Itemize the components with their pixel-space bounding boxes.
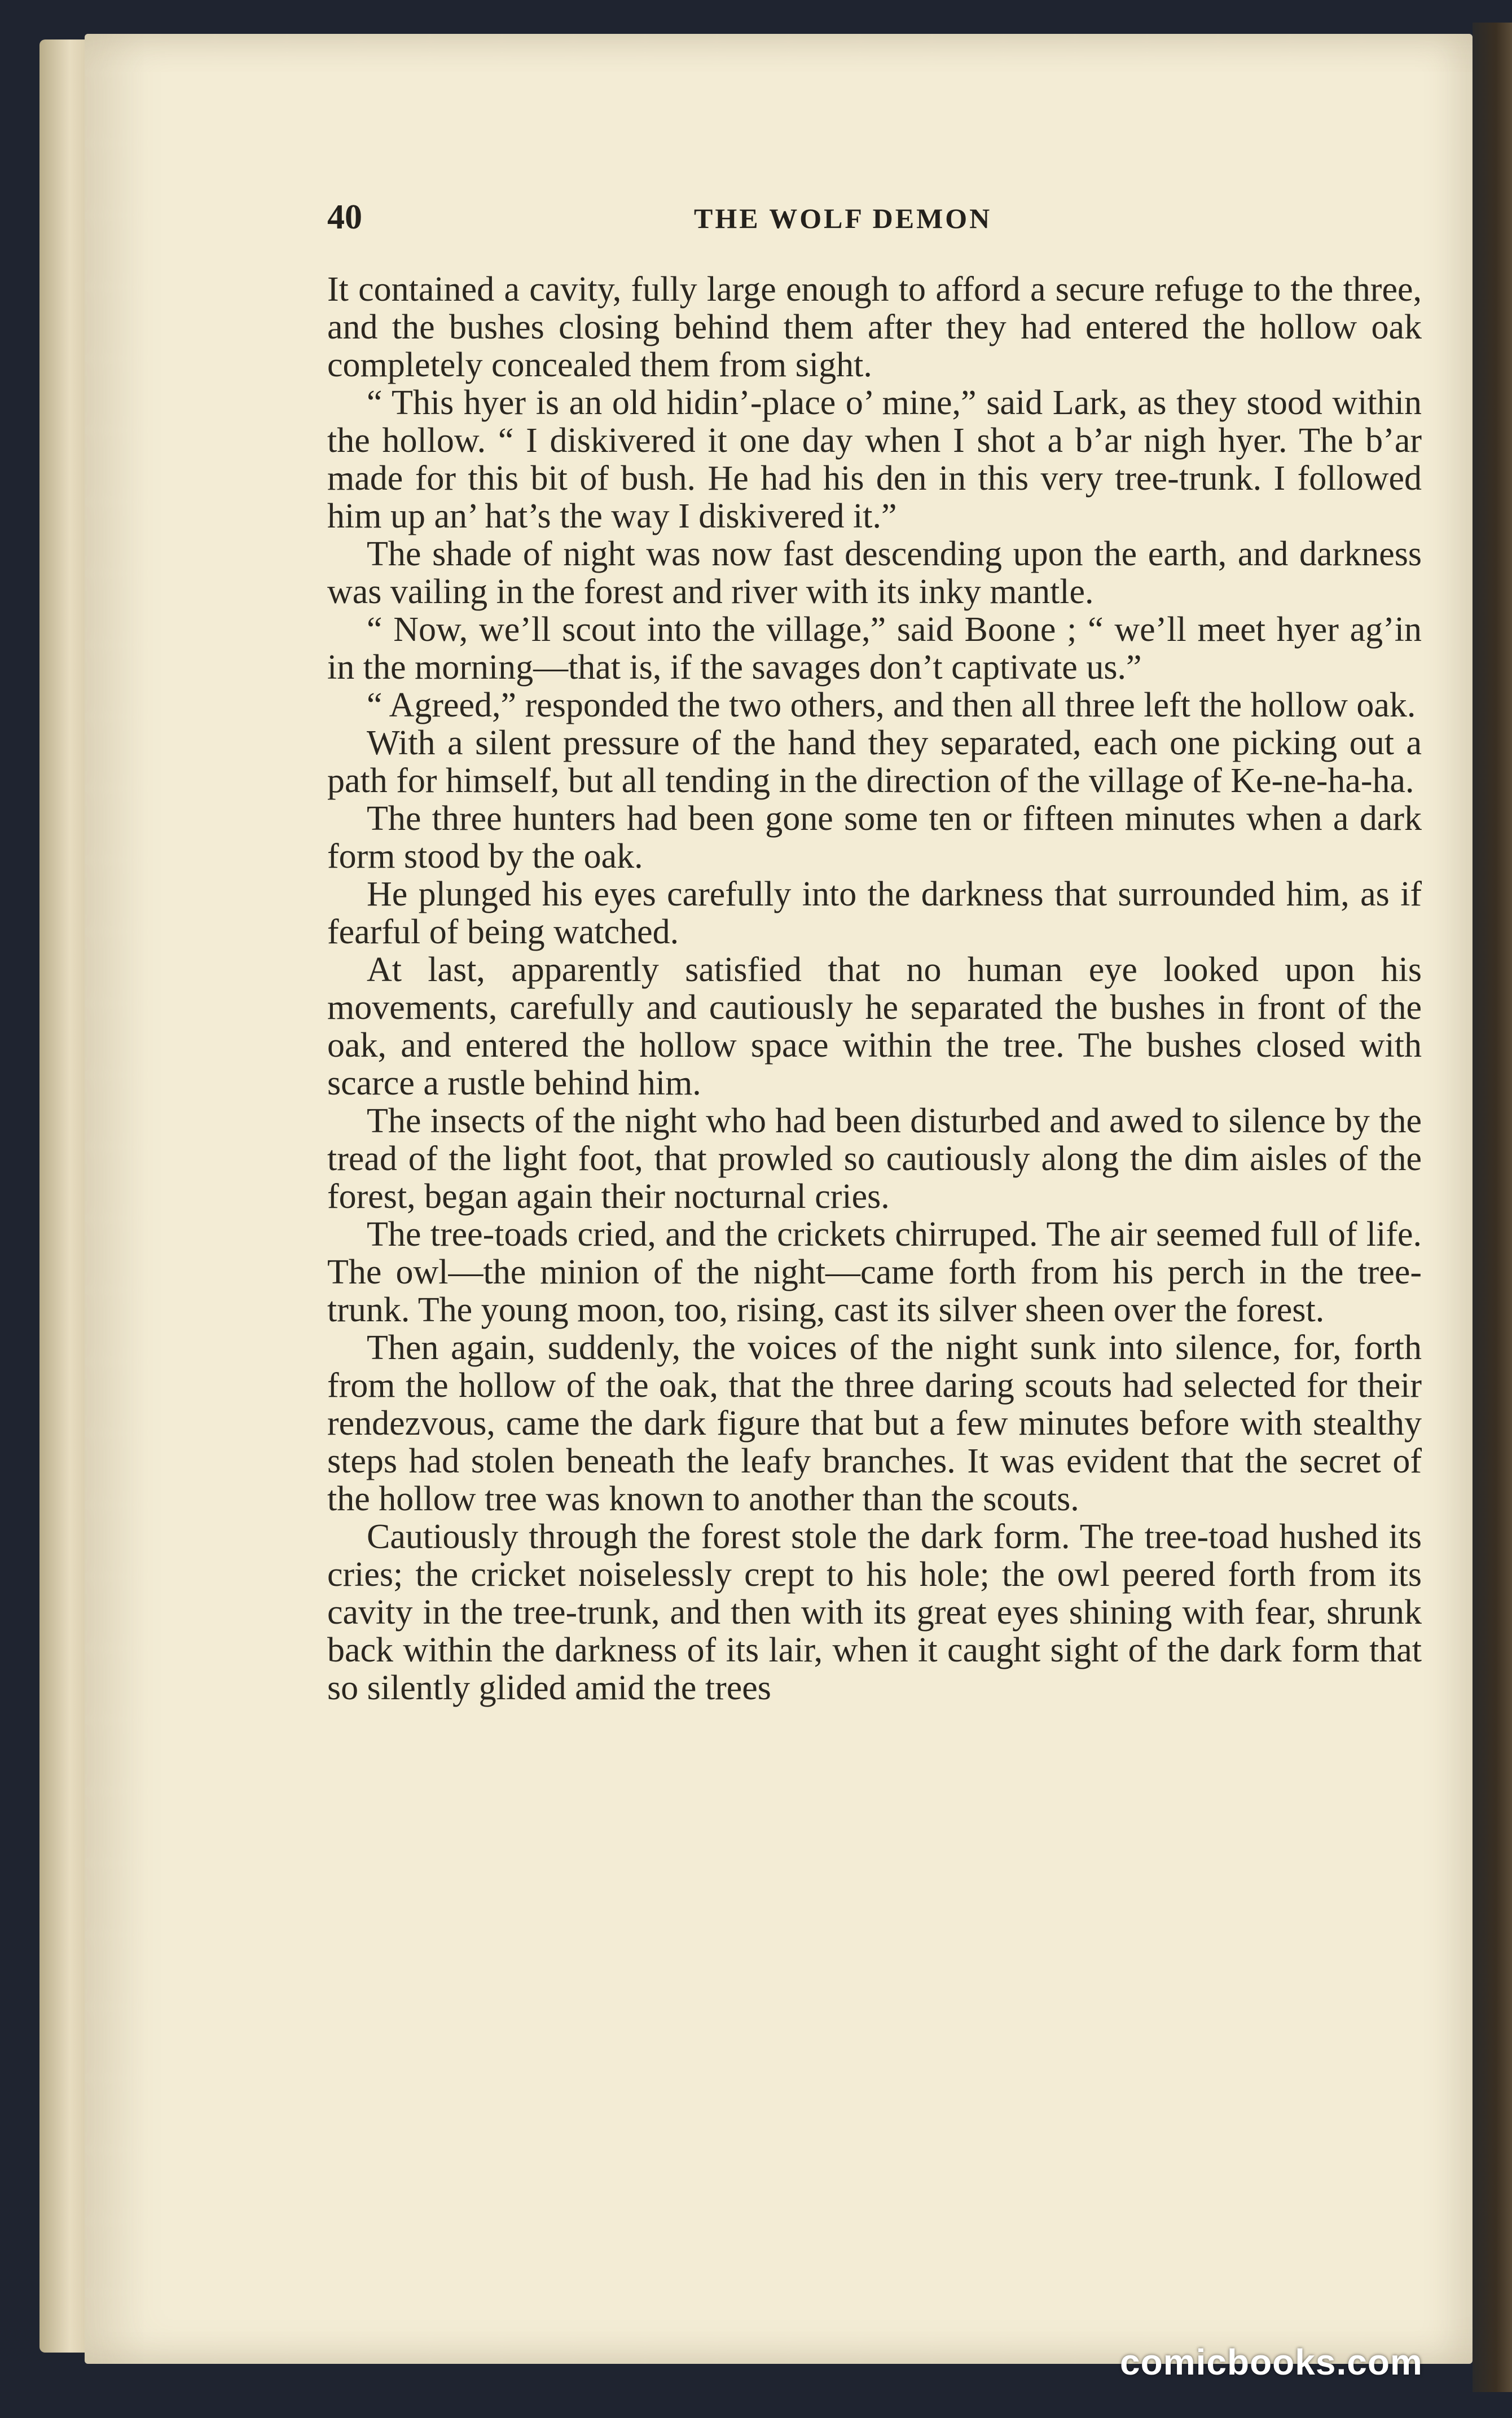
paragraph: The three hunters had been gone some ten or fifteen minutes when a dark form stood by the oak.: [327, 799, 1422, 876]
body-text: [327, 271, 1422, 1707]
page-header: [243, 197, 1427, 243]
paragraph: “ Now, we’ll scout into the village,” said Boone ; “ we’ll meet hyer ag’in in the morning—that is, if the savages don’t captivate us.”: [327, 610, 1422, 687]
paragraph: “ This hyer is an old hidin’-place o’ mine,” said Lark, as they stood within the hollow. “ I diskivered it one day when I shot a b’ar nigh hyer. The b’ar made for this bit of bush. He had his den in this very tree-trunk. I followed him up an’ hat’s the way I diskivered it.”: [327, 384, 1422, 535]
site-watermark: comicbooks.com: [1120, 2342, 1423, 2382]
paragraph: Then again, suddenly, the voices of the night sunk into silence, for, forth from the hollow of the oak, that the three daring scouts had selected for their rendezvous, came the dark figure that but a few minutes before with stealthy steps had stolen beneath the leafy branches. It was evident that the secret of the hollow tree was known to another than the scouts.: [327, 1329, 1422, 1518]
book-spine-shadow: [1473, 23, 1512, 2392]
paragraph: It contained a cavity, fully large enough to afford a secure refuge to the three, and the bushes closing behind them after they had entered the hollow oak completely concealed them from sight.: [327, 270, 1422, 384]
paragraph: The insects of the night who had been disturbed and awed to silence by the tread of the light foot, that prowled so cautiously along the dim aisles of the forest, began again their nocturnal cries.: [327, 1102, 1422, 1216]
running-head: THE WOLF DEMON: [694, 203, 992, 234]
page-number: 40: [327, 198, 362, 236]
paragraph: With a silent pressure of the hand they separated, each one picking out a path for himself, but all tending in the direction of the village of Ke-ne-ha-ha.: [327, 724, 1422, 800]
paragraph: Cautiously through the forest stole the dark form. The tree-toad hushed its cries; the cricket noiselessly crept to his hole; the owl peered forth from its cavity in the tree-trunk, and then with its great eyes shining with fear, shrunk back within the darkness of its lair, when it caught sight of the dark form that so silently glided amid the trees: [327, 1518, 1422, 1707]
paragraph: He plunged his eyes carefully into the darkness that surrounded him, as if fearful of being watched.: [327, 875, 1422, 951]
paragraph: “ Agreed,” responded the two others, and then all three left the hollow oak.: [367, 686, 1416, 724]
paragraph: The shade of night was now fast descending upon the earth, and darkness was vailing in the forest and river with its inky mantle.: [327, 535, 1422, 611]
paragraph: At last, apparently satisfied that no human eye looked upon his movements, carefully and cautiously he separated the bushes in front of the oak, and entered the hollow space within the tree. The bushes closed with scarce a rustle behind him.: [327, 951, 1422, 1102]
paragraph: The tree-toads cried, and the crickets chirruped. The air seemed full of life. The owl—the minion of the night—came forth from his perch in the tree-trunk. The young moon, too, rising, cast its silver sheen over the forest.: [327, 1215, 1422, 1329]
